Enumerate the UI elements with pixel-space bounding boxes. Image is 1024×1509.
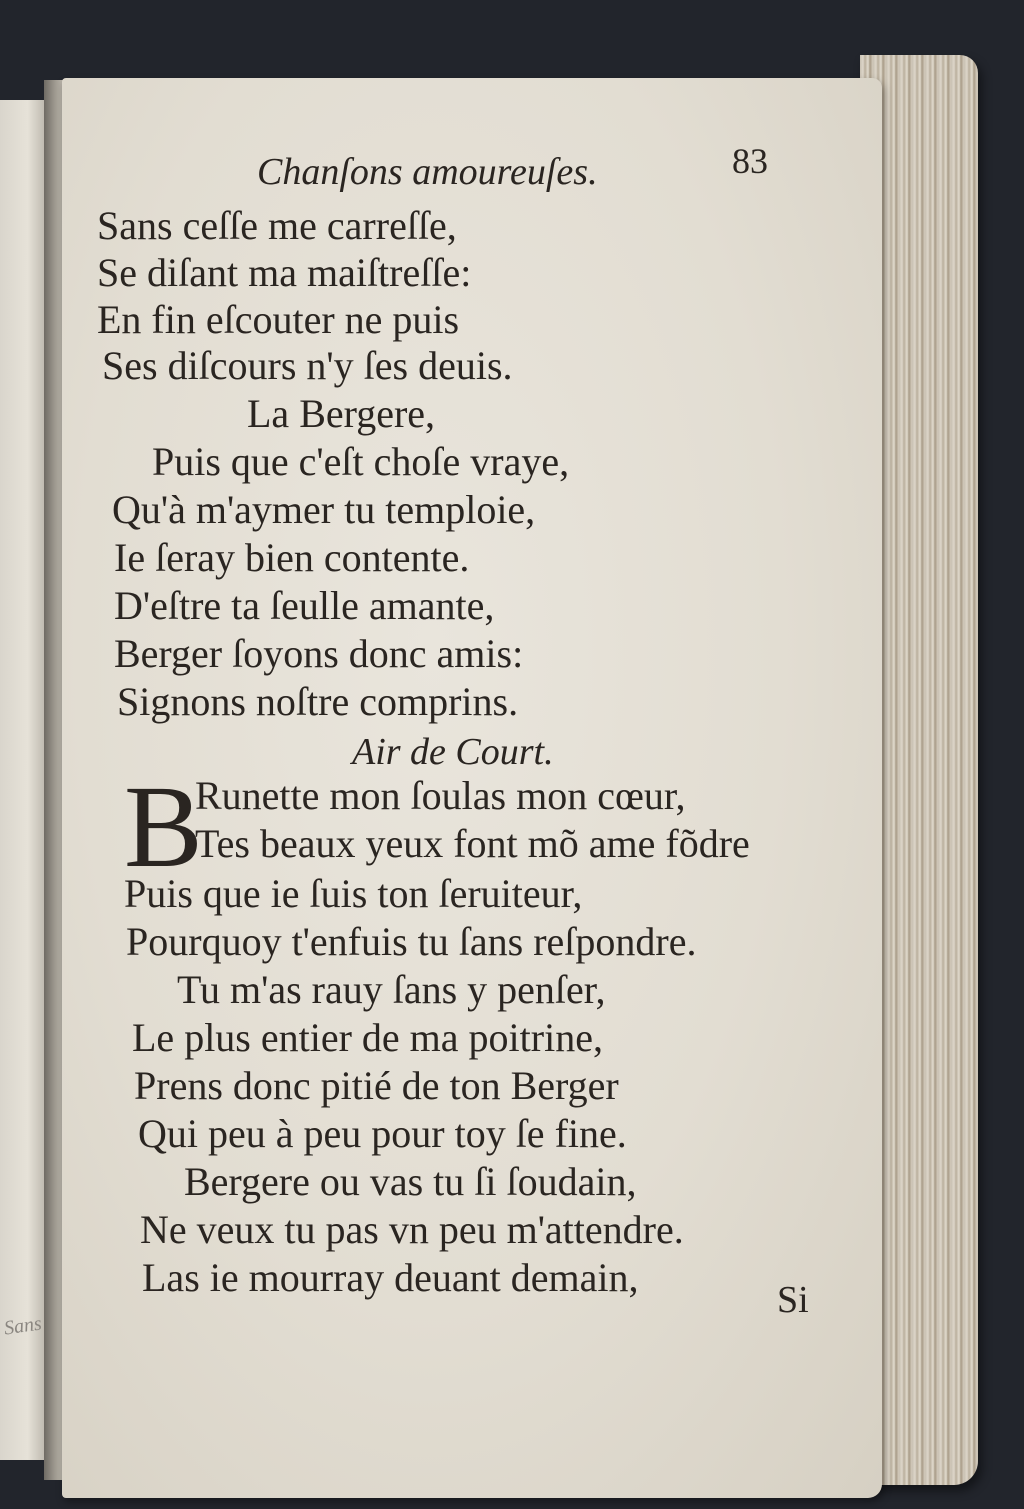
drop-cap: B	[124, 761, 203, 892]
verse-line: Sans ceſſe me carreſſe,	[97, 203, 457, 248]
book-page	[62, 78, 882, 1498]
verse-line: Bergere ou vas tu ſi ſoudain,	[184, 1159, 637, 1204]
facing-page-edge	[0, 100, 48, 1460]
verse-line: Qui peu à peu pour toy ſe fine.	[138, 1111, 627, 1156]
verse-line: Ie ſeray bien contente.	[114, 535, 470, 580]
verse-line: Signons noſtre comprins.	[117, 679, 519, 724]
verse-line: Ne veux tu pas vn peu m'attendre.	[140, 1207, 684, 1252]
running-head: Chanſons amoureuſes.	[257, 151, 598, 193]
verse-line: Berger ſoyons donc amis:	[114, 631, 524, 676]
speaker-heading: La Bergere,	[247, 391, 436, 436]
verse-line: Puis que c'eſt choſe vraye,	[152, 439, 570, 484]
verse-line: Prens donc pitié de ton Berger	[134, 1063, 619, 1108]
verse-line: Ses diſcours n'y ſes deuis.	[102, 343, 513, 388]
catchword: Si	[777, 1279, 809, 1321]
verse-line: Puis que ie ſuis ton ſeruiteur,	[124, 871, 583, 916]
verse-line: En fin eſcouter ne puis	[97, 297, 460, 342]
page-number: 83	[732, 141, 768, 181]
verse-line: Le plus entier de ma poitrine,	[132, 1015, 603, 1060]
verse-line: D'eſtre ta ſeulle amante,	[114, 583, 495, 628]
verse-line: Tu m'as rauy ſans y penſer,	[177, 967, 606, 1012]
verse-line: Tes beaux yeux font mõ ame fõdre	[195, 821, 750, 866]
verse-line: Se diſant ma maiſtreſſe:	[97, 250, 472, 295]
verse-line: Pourquoy t'enfuis tu ſans reſpondre.	[126, 919, 697, 964]
verse-line: Las ie mourray deuant demain,	[142, 1255, 639, 1300]
verse-line: Qu'à m'aymer tu temploie,	[112, 487, 536, 532]
verse-line: Runette mon ſoulas mon cœur,	[195, 773, 686, 818]
facing-page-fragment: Sans	[2, 1312, 44, 1340]
section-title: Air de Court.	[352, 731, 554, 773]
